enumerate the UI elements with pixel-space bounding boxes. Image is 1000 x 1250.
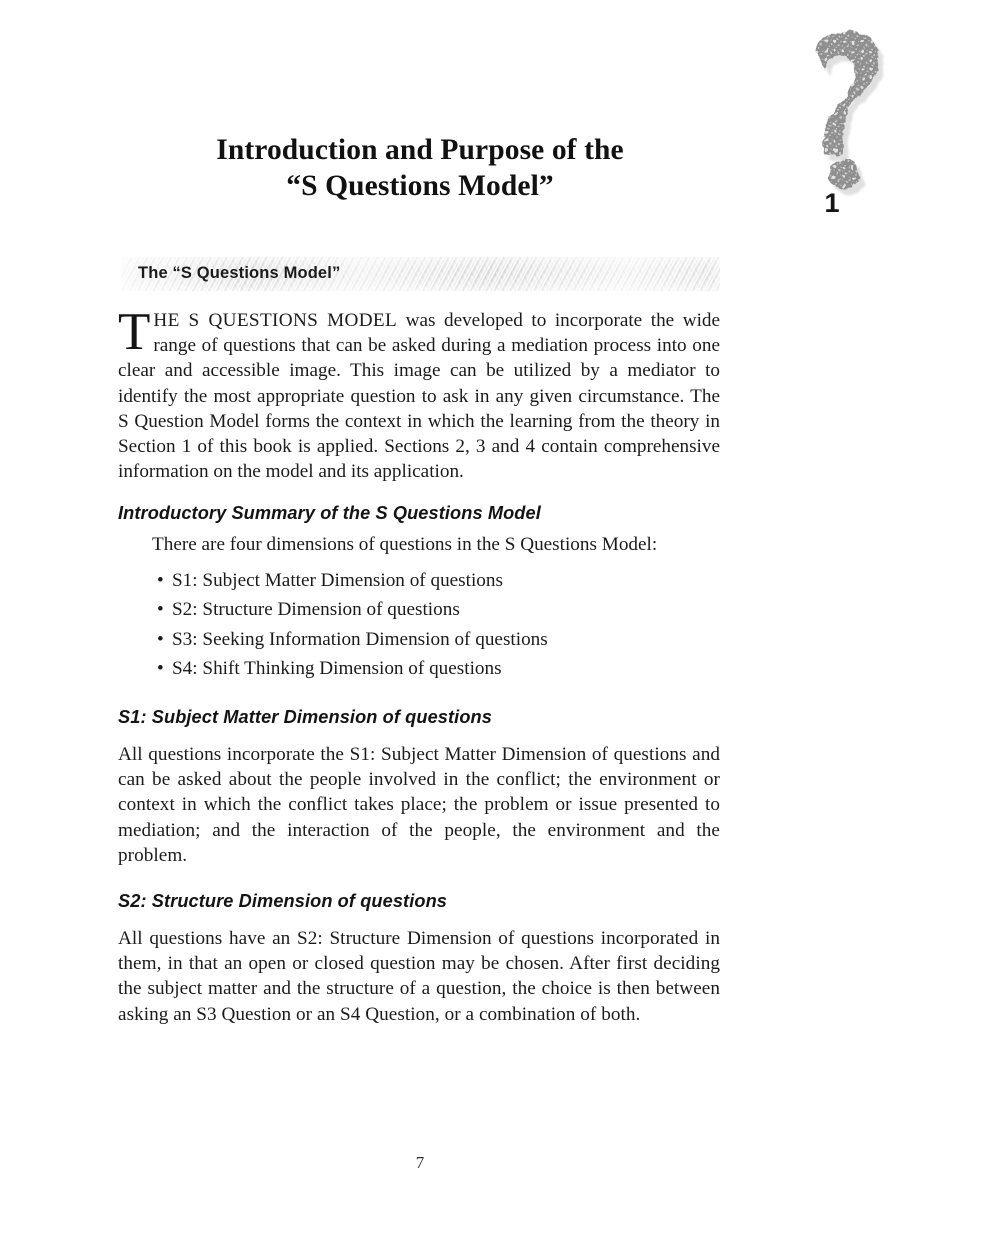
- chapter-marker: [788, 22, 908, 222]
- list-item-label: S3: Seeking Information Dimension of questions: [172, 628, 548, 650]
- summary-intro-line: There are four dimensions of questions in the S Questions Model:: [152, 534, 658, 556]
- list-item: [118, 566, 720, 596]
- lead-small-caps: HE S QUESTIONS MODEL: [153, 310, 398, 331]
- list-item: [118, 625, 720, 655]
- list-item: [118, 595, 720, 625]
- drop-cap: T: [118, 303, 151, 361]
- section-header-bar: [121, 257, 720, 291]
- dimension-bullet-list: [118, 566, 720, 684]
- list-item-label: S2: Structure Dimension of questions: [172, 599, 460, 621]
- page-number: 7: [415, 1153, 425, 1172]
- heading-s1: S1: Subject Matter Dimension of questions: [118, 707, 492, 727]
- bullet-icon: •: [157, 599, 164, 621]
- heading-introductory-summary: Introductory Summary of the S Questions Model: [118, 503, 541, 524]
- heading-s2: S2: Structure Dimension of questions: [118, 891, 447, 912]
- bullet-icon: •: [157, 628, 164, 650]
- page-title: [120, 132, 720, 204]
- chapter-number: 1: [824, 188, 840, 218]
- lead-paragraph: [118, 303, 721, 484]
- page-content: [118, 303, 721, 1027]
- bullet-icon: •: [157, 658, 164, 680]
- list-item-label: S4: Shift Thinking Dimension of questions: [172, 658, 502, 680]
- page-title-line-2: “S Questions Model”: [286, 169, 554, 202]
- list-item-label: S1: Subject Matter Dimension of questions: [172, 569, 503, 591]
- paragraph-s1: All questions incorporate the S1: Subject Matter Dimension of questions and can be asked about the people involved in the conflict; the environment or context in which the conflict takes place; the problem or issue presented to mediation; and the interaction of the people, the environment and the problem.: [118, 744, 720, 866]
- section-header-label: The “S Questions Model”: [138, 264, 341, 282]
- paragraph-s2: All questions have an S2: Structure Dimension of questions incorporated in them, in that an open or closed question may be chosen. After first deciding the subject matter and the structure of a question, the choice is then between asking an S3 Question or an S4 Question, or a combination of both.: [118, 928, 720, 1025]
- list-item: [118, 654, 720, 684]
- page-title-line-1: Introduction and Purpose of the: [216, 133, 624, 166]
- bullet-icon: •: [157, 569, 164, 591]
- lead-paragraph-text: was developed to incorporate the wide range of questions that can be asked during a mediation process into one clear and accessible image. This image can be utilized by a mediator to identify the most appropriate question to ask in any given circumstance. The S Question Model forms the context in which the learning from the theory in Section 1 of this book is applied. Sections 2, 3 and 4 contain comprehensive information on the model and its application.: [118, 310, 721, 483]
